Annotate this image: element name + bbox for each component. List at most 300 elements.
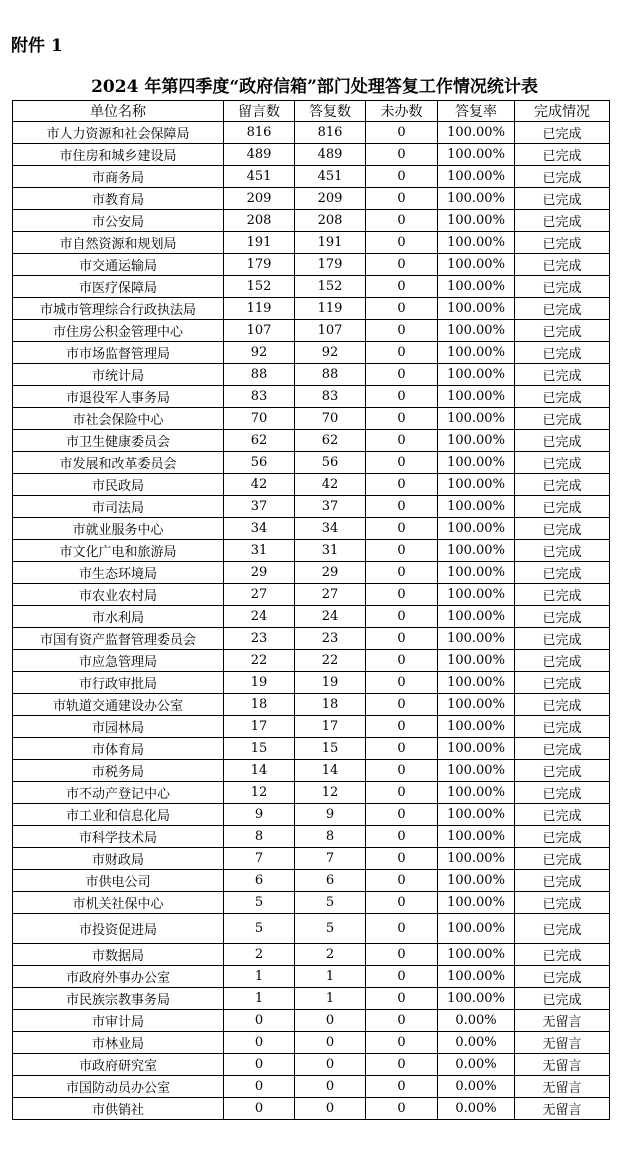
pending-count-cell: 0 (366, 276, 438, 298)
reply-rate-cell: 100.00% (438, 188, 515, 210)
completion-status-cell: 已完成 (515, 232, 610, 254)
completion-status-cell: 已完成 (515, 408, 610, 430)
message-count-cell: 42 (224, 474, 295, 496)
pending-count-cell: 0 (366, 188, 438, 210)
reply-rate-cell: 100.00% (438, 826, 515, 848)
message-count-cell: 31 (224, 540, 295, 562)
reply-count-cell: 31 (295, 540, 366, 562)
table-row (13, 452, 610, 474)
reply-rate-cell: 100.00% (438, 988, 515, 1010)
reply-rate-cell: 100.00% (438, 672, 515, 694)
reply-rate-cell: 100.00% (438, 870, 515, 892)
unit-name-cell: 市交通运输局 (13, 254, 224, 276)
message-count-cell: 23 (224, 628, 295, 650)
unit-name-cell: 市轨道交通建设办公室 (13, 694, 224, 716)
pending-count-cell: 0 (366, 232, 438, 254)
table-row (13, 914, 610, 944)
reply-count-cell: 62 (295, 430, 366, 452)
reply-rate-cell: 100.00% (438, 210, 515, 232)
reply-rate-cell: 100.00% (438, 914, 515, 944)
reply-rate-cell: 100.00% (438, 342, 515, 364)
reply-count-cell: 179 (295, 254, 366, 276)
message-count-cell: 83 (224, 386, 295, 408)
pending-count-cell: 0 (366, 540, 438, 562)
table-row (13, 694, 610, 716)
pending-count-cell: 0 (366, 760, 438, 782)
reply-rate-cell: 100.00% (438, 540, 515, 562)
reply-rate-cell: 100.00% (438, 804, 515, 826)
unit-name-cell: 市国防动员办公室 (13, 1076, 224, 1098)
unit-name-cell: 市统计局 (13, 364, 224, 386)
message-count-cell: 17 (224, 716, 295, 738)
unit-name-cell: 市审计局 (13, 1010, 224, 1032)
reply-rate-cell: 0.00% (438, 1032, 515, 1054)
completion-status-cell: 已完成 (515, 276, 610, 298)
reply-rate-cell: 100.00% (438, 386, 515, 408)
completion-status-cell: 已完成 (515, 518, 610, 540)
completion-status-cell: 已完成 (515, 298, 610, 320)
pending-count-cell: 0 (366, 1098, 438, 1120)
reply-rate-cell: 100.00% (438, 496, 515, 518)
table-row (13, 966, 610, 988)
reply-count-cell: 12 (295, 782, 366, 804)
table-row (13, 738, 610, 760)
message-count-cell: 27 (224, 584, 295, 606)
reply-count-cell: 107 (295, 320, 366, 342)
unit-name-cell: 市供销社 (13, 1098, 224, 1120)
unit-name-cell: 市公安局 (13, 210, 224, 232)
reply-count-cell: 88 (295, 364, 366, 386)
header-pending-count: 未办数 (366, 101, 438, 122)
pending-count-cell: 0 (366, 1076, 438, 1098)
table-row (13, 1010, 610, 1032)
message-count-cell: 34 (224, 518, 295, 540)
completion-status-cell: 已完成 (515, 804, 610, 826)
reply-count-cell: 18 (295, 694, 366, 716)
pending-count-cell: 0 (366, 672, 438, 694)
unit-name-cell: 市生态环境局 (13, 562, 224, 584)
table-row (13, 1054, 610, 1076)
statistics-table (12, 100, 610, 1120)
table-row (13, 364, 610, 386)
table-row (13, 584, 610, 606)
completion-status-cell: 已完成 (515, 716, 610, 738)
completion-status-cell: 已完成 (515, 210, 610, 232)
unit-name-cell: 市城市管理综合行政执法局 (13, 298, 224, 320)
table-row (13, 826, 610, 848)
reply-rate-cell: 100.00% (438, 144, 515, 166)
completion-status-cell: 已完成 (515, 672, 610, 694)
reply-count-cell: 5 (295, 892, 366, 914)
pending-count-cell: 0 (366, 408, 438, 430)
pending-count-cell: 0 (366, 944, 438, 966)
reply-rate-cell: 100.00% (438, 254, 515, 276)
reply-count-cell: 6 (295, 870, 366, 892)
reply-count-cell: 15 (295, 738, 366, 760)
reply-count-cell: 451 (295, 166, 366, 188)
reply-rate-cell: 100.00% (438, 606, 515, 628)
reply-rate-cell: 100.00% (438, 122, 515, 144)
unit-name-cell: 市卫生健康委员会 (13, 430, 224, 452)
reply-count-cell: 37 (295, 496, 366, 518)
completion-status-cell: 已完成 (515, 562, 610, 584)
reply-rate-cell: 100.00% (438, 694, 515, 716)
pending-count-cell: 0 (366, 364, 438, 386)
reply-count-cell: 8 (295, 826, 366, 848)
completion-status-cell: 已完成 (515, 826, 610, 848)
completion-status-cell: 无留言 (515, 1032, 610, 1054)
pending-count-cell: 0 (366, 584, 438, 606)
reply-rate-cell: 100.00% (438, 782, 515, 804)
completion-status-cell: 已完成 (515, 694, 610, 716)
reply-count-cell: 27 (295, 584, 366, 606)
message-count-cell: 24 (224, 606, 295, 628)
table-row (13, 430, 610, 452)
message-count-cell: 1 (224, 966, 295, 988)
pending-count-cell: 0 (366, 826, 438, 848)
completion-status-cell: 无留言 (515, 1076, 610, 1098)
pending-count-cell: 0 (366, 386, 438, 408)
reply-rate-cell: 100.00% (438, 408, 515, 430)
message-count-cell: 5 (224, 892, 295, 914)
reply-count-cell: 489 (295, 144, 366, 166)
pending-count-cell: 0 (366, 738, 438, 760)
reply-count-cell: 9 (295, 804, 366, 826)
reply-count-cell: 7 (295, 848, 366, 870)
message-count-cell: 37 (224, 496, 295, 518)
reply-count-cell: 70 (295, 408, 366, 430)
unit-name-cell: 市工业和信息化局 (13, 804, 224, 826)
table-row (13, 716, 610, 738)
table-body (13, 122, 610, 1120)
pending-count-cell: 0 (366, 988, 438, 1010)
pending-count-cell: 0 (366, 694, 438, 716)
completion-status-cell: 已完成 (515, 892, 610, 914)
completion-status-cell: 已完成 (515, 364, 610, 386)
reply-count-cell: 0 (295, 1010, 366, 1032)
reply-rate-cell: 100.00% (438, 628, 515, 650)
message-count-cell: 8 (224, 826, 295, 848)
unit-name-cell: 市民族宗教事务局 (13, 988, 224, 1010)
table-row (13, 188, 610, 210)
unit-name-cell: 市税务局 (13, 760, 224, 782)
reply-count-cell: 209 (295, 188, 366, 210)
unit-name-cell: 市供电公司 (13, 870, 224, 892)
unit-name-cell: 市政府外事办公室 (13, 966, 224, 988)
unit-name-cell: 市园林局 (13, 716, 224, 738)
message-count-cell: 489 (224, 144, 295, 166)
message-count-cell: 816 (224, 122, 295, 144)
unit-name-cell: 市退役军人事务局 (13, 386, 224, 408)
completion-status-cell: 已完成 (515, 452, 610, 474)
pending-count-cell: 0 (366, 122, 438, 144)
completion-status-cell: 已完成 (515, 342, 610, 364)
reply-rate-cell: 0.00% (438, 1076, 515, 1098)
table-row (13, 944, 610, 966)
table-row (13, 276, 610, 298)
reply-count-cell: 2 (295, 944, 366, 966)
table-header-row (13, 101, 610, 122)
table-row (13, 540, 610, 562)
table-row (13, 760, 610, 782)
completion-status-cell: 已完成 (515, 320, 610, 342)
reply-count-cell: 14 (295, 760, 366, 782)
reply-rate-cell: 0.00% (438, 1010, 515, 1032)
unit-name-cell: 市商务局 (13, 166, 224, 188)
unit-name-cell: 市数据局 (13, 944, 224, 966)
reply-count-cell: 1 (295, 988, 366, 1010)
table-row (13, 496, 610, 518)
table-row (13, 848, 610, 870)
unit-name-cell: 市自然资源和规划局 (13, 232, 224, 254)
table-row (13, 408, 610, 430)
unit-name-cell: 市投资促进局 (13, 914, 224, 944)
unit-name-cell: 市人力资源和社会保障局 (13, 122, 224, 144)
reply-count-cell: 5 (295, 914, 366, 944)
header-unit-name: 单位名称 (13, 101, 224, 122)
reply-count-cell: 19 (295, 672, 366, 694)
pending-count-cell: 0 (366, 892, 438, 914)
reply-count-cell: 816 (295, 122, 366, 144)
completion-status-cell: 已完成 (515, 966, 610, 988)
unit-name-cell: 市不动产登记中心 (13, 782, 224, 804)
completion-status-cell: 已完成 (515, 988, 610, 1010)
reply-rate-cell: 100.00% (438, 166, 515, 188)
header-message-count: 留言数 (224, 101, 295, 122)
reply-rate-cell: 100.00% (438, 298, 515, 320)
reply-count-cell: 34 (295, 518, 366, 540)
completion-status-cell: 已完成 (515, 254, 610, 276)
completion-status-cell: 已完成 (515, 122, 610, 144)
table-row (13, 386, 610, 408)
table-row (13, 650, 610, 672)
unit-name-cell: 市住房和城乡建设局 (13, 144, 224, 166)
completion-status-cell: 已完成 (515, 650, 610, 672)
completion-status-cell: 已完成 (515, 166, 610, 188)
table-row (13, 672, 610, 694)
completion-status-cell: 无留言 (515, 1098, 610, 1120)
completion-status-cell: 已完成 (515, 474, 610, 496)
reply-rate-cell: 100.00% (438, 966, 515, 988)
message-count-cell: 70 (224, 408, 295, 430)
completion-status-cell: 已完成 (515, 386, 610, 408)
completion-status-cell: 已完成 (515, 584, 610, 606)
message-count-cell: 0 (224, 1054, 295, 1076)
unit-name-cell: 市政府研究室 (13, 1054, 224, 1076)
header-reply-rate: 答复率 (438, 101, 515, 122)
message-count-cell: 19 (224, 672, 295, 694)
message-count-cell: 0 (224, 1010, 295, 1032)
message-count-cell: 119 (224, 298, 295, 320)
reply-count-cell: 208 (295, 210, 366, 232)
message-count-cell: 56 (224, 452, 295, 474)
message-count-cell: 7 (224, 848, 295, 870)
message-count-cell: 1 (224, 988, 295, 1010)
unit-name-cell: 市教育局 (13, 188, 224, 210)
message-count-cell: 451 (224, 166, 295, 188)
unit-name-cell: 市行政审批局 (13, 672, 224, 694)
pending-count-cell: 0 (366, 342, 438, 364)
reply-rate-cell: 100.00% (438, 364, 515, 386)
completion-status-cell: 已完成 (515, 540, 610, 562)
reply-rate-cell: 100.00% (438, 474, 515, 496)
completion-status-cell: 已完成 (515, 944, 610, 966)
pending-count-cell: 0 (366, 1054, 438, 1076)
unit-name-cell: 市国有资产监督管理委员会 (13, 628, 224, 650)
completion-status-cell: 已完成 (515, 188, 610, 210)
message-count-cell: 62 (224, 430, 295, 452)
reply-rate-cell: 100.00% (438, 650, 515, 672)
pending-count-cell: 0 (366, 628, 438, 650)
table-row (13, 1076, 610, 1098)
reply-count-cell: 1 (295, 966, 366, 988)
table-row (13, 298, 610, 320)
reply-count-cell: 92 (295, 342, 366, 364)
pending-count-cell: 0 (366, 166, 438, 188)
reply-count-cell: 0 (295, 1054, 366, 1076)
unit-name-cell: 市应急管理局 (13, 650, 224, 672)
unit-name-cell: 市水利局 (13, 606, 224, 628)
reply-count-cell: 0 (295, 1098, 366, 1120)
unit-name-cell: 市林业局 (13, 1032, 224, 1054)
message-count-cell: 0 (224, 1076, 295, 1098)
unit-name-cell: 市市场监督管理局 (13, 342, 224, 364)
pending-count-cell: 0 (366, 210, 438, 232)
table-row (13, 1098, 610, 1120)
message-count-cell: 15 (224, 738, 295, 760)
reply-rate-cell: 100.00% (438, 738, 515, 760)
pending-count-cell: 0 (366, 716, 438, 738)
table-row (13, 232, 610, 254)
document-title: 2024 年第四季度“政府信箱”部门处理答复工作情况统计表 (91, 77, 538, 97)
pending-count-cell: 0 (366, 298, 438, 320)
message-count-cell: 22 (224, 650, 295, 672)
reply-count-cell: 22 (295, 650, 366, 672)
unit-name-cell: 市科学技术局 (13, 826, 224, 848)
message-count-cell: 5 (224, 914, 295, 944)
completion-status-cell: 已完成 (515, 430, 610, 452)
pending-count-cell: 0 (366, 496, 438, 518)
unit-name-cell: 市财政局 (13, 848, 224, 870)
table-row (13, 518, 610, 540)
pending-count-cell: 0 (366, 848, 438, 870)
reply-rate-cell: 100.00% (438, 452, 515, 474)
pending-count-cell: 0 (366, 320, 438, 342)
header-reply-count: 答复数 (295, 101, 366, 122)
pending-count-cell: 0 (366, 804, 438, 826)
table-row (13, 166, 610, 188)
reply-count-cell: 0 (295, 1076, 366, 1098)
message-count-cell: 92 (224, 342, 295, 364)
unit-name-cell: 市发展和改革委员会 (13, 452, 224, 474)
unit-name-cell: 市住房公积金管理中心 (13, 320, 224, 342)
table-row (13, 320, 610, 342)
message-count-cell: 0 (224, 1032, 295, 1054)
reply-count-cell: 119 (295, 298, 366, 320)
reply-rate-cell: 100.00% (438, 562, 515, 584)
unit-name-cell: 市社会保险中心 (13, 408, 224, 430)
reply-rate-cell: 100.00% (438, 518, 515, 540)
message-count-cell: 191 (224, 232, 295, 254)
message-count-cell: 0 (224, 1098, 295, 1120)
table-row (13, 122, 610, 144)
pending-count-cell: 0 (366, 144, 438, 166)
message-count-cell: 152 (224, 276, 295, 298)
table-row (13, 210, 610, 232)
reply-rate-cell: 100.00% (438, 232, 515, 254)
table-row (13, 474, 610, 496)
unit-name-cell: 市医疗保障局 (13, 276, 224, 298)
message-count-cell: 107 (224, 320, 295, 342)
pending-count-cell: 0 (366, 518, 438, 540)
reply-rate-cell: 0.00% (438, 1054, 515, 1076)
pending-count-cell: 0 (366, 914, 438, 944)
pending-count-cell: 0 (366, 782, 438, 804)
pending-count-cell: 0 (366, 562, 438, 584)
pending-count-cell: 0 (366, 1032, 438, 1054)
reply-count-cell: 191 (295, 232, 366, 254)
table-row (13, 870, 610, 892)
message-count-cell: 209 (224, 188, 295, 210)
unit-name-cell: 市体育局 (13, 738, 224, 760)
table-row (13, 254, 610, 276)
message-count-cell: 2 (224, 944, 295, 966)
table-row (13, 892, 610, 914)
reply-rate-cell: 100.00% (438, 760, 515, 782)
pending-count-cell: 0 (366, 606, 438, 628)
table-row (13, 144, 610, 166)
completion-status-cell: 已完成 (515, 738, 610, 760)
unit-name-cell: 市司法局 (13, 496, 224, 518)
reply-rate-cell: 0.00% (438, 1098, 515, 1120)
completion-status-cell: 无留言 (515, 1010, 610, 1032)
pending-count-cell: 0 (366, 1010, 438, 1032)
completion-status-cell: 已完成 (515, 144, 610, 166)
unit-name-cell: 市民政局 (13, 474, 224, 496)
reply-count-cell: 29 (295, 562, 366, 584)
message-count-cell: 9 (224, 804, 295, 826)
completion-status-cell: 已完成 (515, 914, 610, 944)
completion-status-cell: 已完成 (515, 496, 610, 518)
table-row (13, 606, 610, 628)
message-count-cell: 208 (224, 210, 295, 232)
pending-count-cell: 0 (366, 430, 438, 452)
reply-count-cell: 24 (295, 606, 366, 628)
unit-name-cell: 市机关社保中心 (13, 892, 224, 914)
reply-rate-cell: 100.00% (438, 276, 515, 298)
pending-count-cell: 0 (366, 966, 438, 988)
message-count-cell: 14 (224, 760, 295, 782)
message-count-cell: 18 (224, 694, 295, 716)
reply-rate-cell: 100.00% (438, 320, 515, 342)
reply-rate-cell: 100.00% (438, 584, 515, 606)
reply-count-cell: 17 (295, 716, 366, 738)
completion-status-cell: 已完成 (515, 606, 610, 628)
message-count-cell: 6 (224, 870, 295, 892)
attachment-label: 附件 1 (11, 36, 63, 56)
table-row (13, 342, 610, 364)
completion-status-cell: 无留言 (515, 1054, 610, 1076)
message-count-cell: 88 (224, 364, 295, 386)
completion-status-cell: 已完成 (515, 848, 610, 870)
reply-count-cell: 152 (295, 276, 366, 298)
pending-count-cell: 0 (366, 870, 438, 892)
reply-count-cell: 56 (295, 452, 366, 474)
table-row (13, 804, 610, 826)
reply-rate-cell: 100.00% (438, 430, 515, 452)
reply-rate-cell: 100.00% (438, 892, 515, 914)
table-row (13, 988, 610, 1010)
